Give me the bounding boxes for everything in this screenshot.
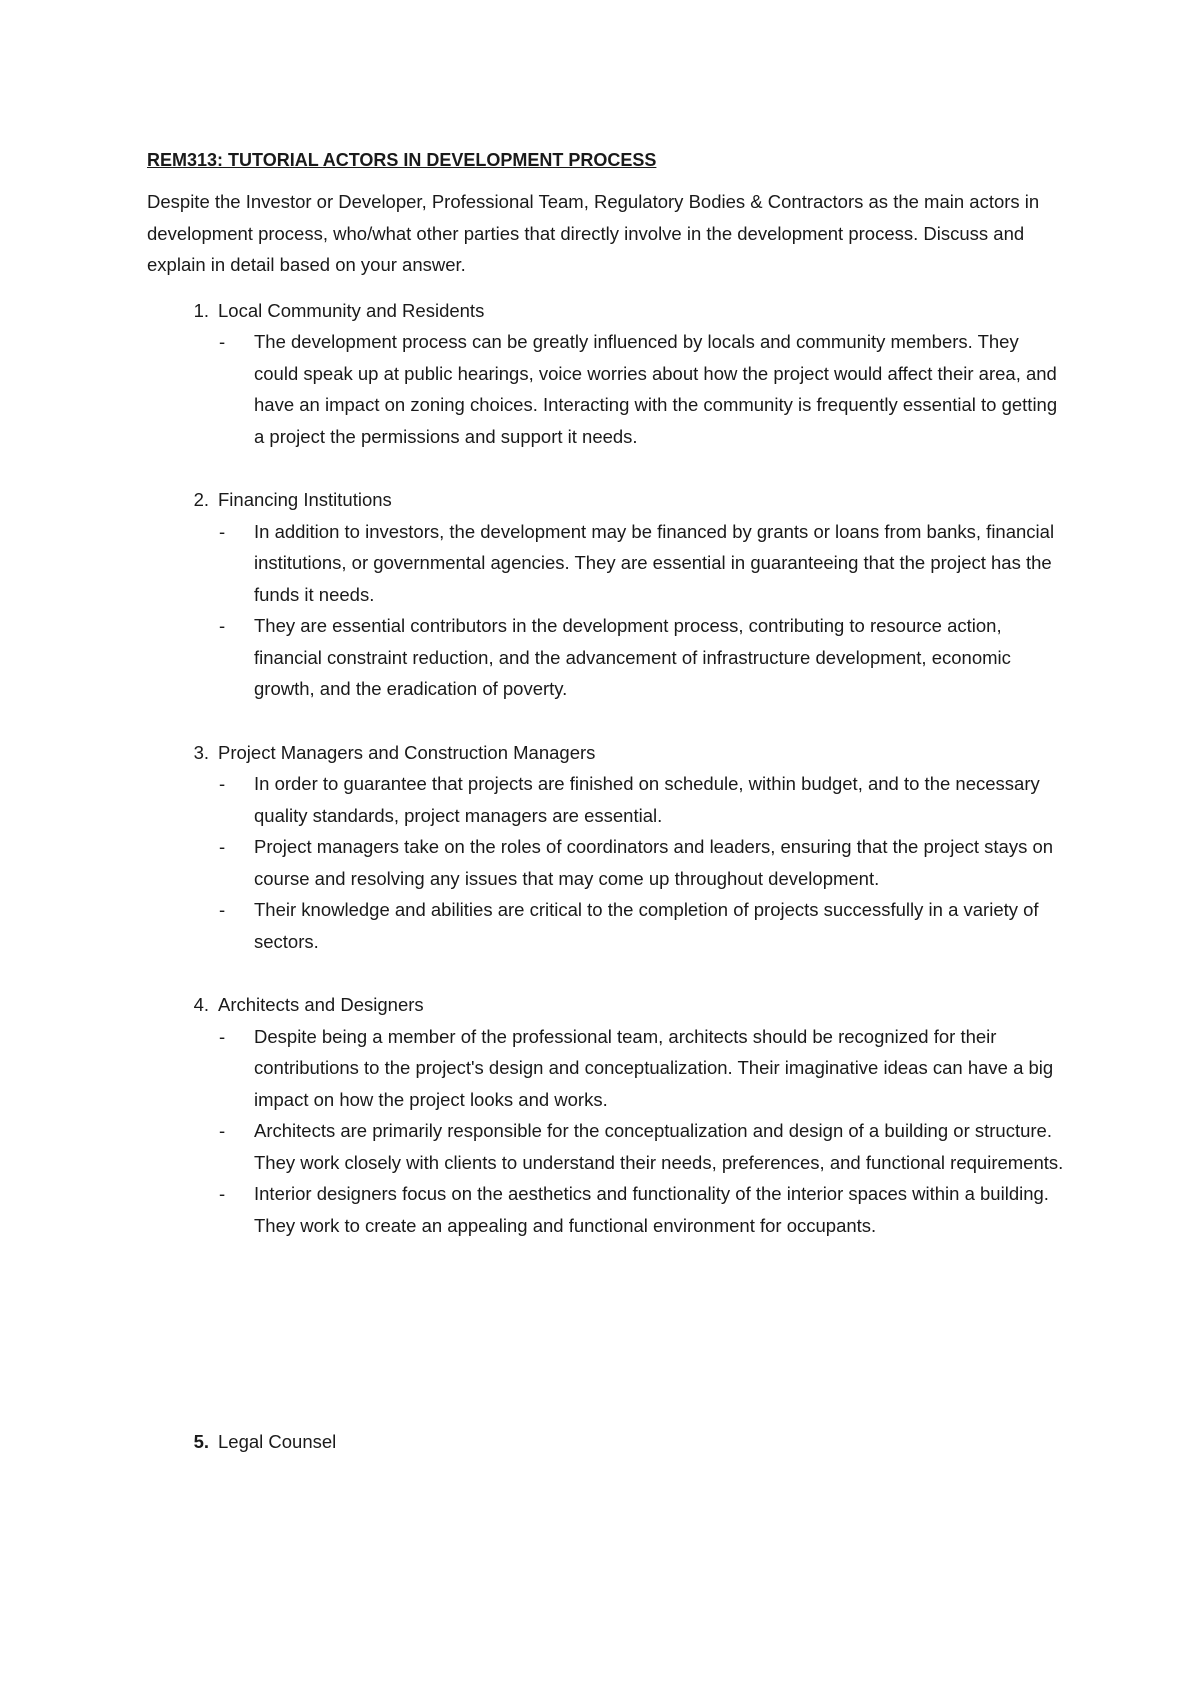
section-heading-text: Legal Counsel (218, 1431, 337, 1452)
section-number: 1. (193, 299, 209, 321)
bullet-text: Project managers take on the roles of coordinators and leaders, ensuring that the project stays on course and resolving any issues that may come up throughout development. (254, 836, 1054, 889)
section-heading (147, 737, 1067, 769)
bullet-dash: - (219, 899, 226, 920)
bullet-item (147, 831, 1067, 894)
bullet-item (147, 1178, 1067, 1241)
bullet-dash: - (219, 1183, 226, 1204)
bullet-text: Despite being a member of the professional team, architects should be recognized for their contributions to the project's design and conceptualization. Their imaginative ideas can have a big impact on how the project looks and works. (254, 1025, 1054, 1110)
section-number: 4. (193, 994, 209, 1015)
section-financing-institutions (147, 484, 1067, 705)
bullet-dash: - (219, 836, 226, 857)
section-heading-text: Financing Institutions (218, 489, 392, 510)
section-heading-text: Local Community and Residents (218, 299, 485, 321)
bullet-text: Interior designers focus on the aesthetics and functionality of the interior spaces within a building. They work to create an appealing and functional environment for occupants. (254, 1183, 1049, 1236)
document-body (147, 146, 1067, 1490)
bullet-item (147, 1115, 1067, 1178)
bullet-item (147, 326, 1067, 452)
section-number: 3. (193, 741, 209, 763)
section-legal-counsel (147, 1426, 1067, 1458)
bullet-item (147, 894, 1067, 957)
bullet-dash: - (219, 773, 226, 794)
bullet-text: Their knowledge and abilities are critical to the completion of projects successfully in a variety of sectors. (254, 899, 1039, 952)
bullet-dash: - (219, 520, 226, 542)
section-heading-text: Architects and Designers (218, 994, 424, 1015)
bullet-text: The development process can be greatly influenced by locals and community members. They could speak up at public hearings, voice worries about how the project would affect their area, and have an impact on zoning choices. Interacting with the community is frequently essential to getting a project the permissions and support it needs. (254, 331, 1058, 447)
bullet-dash: - (219, 1025, 226, 1047)
section-project-managers (147, 737, 1067, 958)
section-architects-designers (147, 989, 1067, 1241)
document-title: REM313: TUTORIAL ACTORS IN DEVELOPMENT PROCESS (147, 150, 657, 170)
section-heading (147, 484, 1067, 516)
section-heading (147, 1426, 1067, 1458)
section-heading (147, 295, 1067, 327)
section-local-community (147, 295, 1067, 453)
bullet-text: In order to guarantee that projects are finished on schedule, within budget, and to the necessary quality standards, project managers are essential. (254, 773, 1040, 826)
bullet-dash: - (219, 331, 226, 352)
bullet-dash: - (219, 615, 226, 636)
bullet-item (147, 768, 1067, 831)
bullet-item (147, 516, 1067, 611)
section-heading (147, 989, 1067, 1021)
bullet-dash: - (219, 1120, 226, 1141)
bullet-item (147, 610, 1067, 705)
bullet-text: In addition to investors, the development may be financed by grants or loans from banks, financial institutions, or governmental agencies. They are essential in guaranteeing that the project has the funds it needs. (254, 520, 1055, 605)
section-number: 5. (193, 1431, 209, 1452)
bullet-item (147, 1021, 1067, 1116)
bullet-text: They are essential contributors in the development process, contributing to resource action, financial constraint reduction, and the advancement of infrastructure development, economic growth, and the eradication of poverty. (254, 615, 1011, 699)
section-number: 2. (193, 489, 209, 510)
bullet-text: Architects are primarily responsible for the conceptualization and design of a building or structure. They work closely with clients to understand their needs, preferences, and functional requirements. (254, 1120, 1064, 1173)
section-heading-text: Project Managers and Construction Managers (218, 741, 596, 763)
intro-paragraph: Despite the Investor or Developer, Professional Team, Regulatory Bodies & Contractors as the main actors in development process, who/what other parties that directly involve in the development process. Discuss and explain in detail based on your answer. (147, 191, 1040, 275)
